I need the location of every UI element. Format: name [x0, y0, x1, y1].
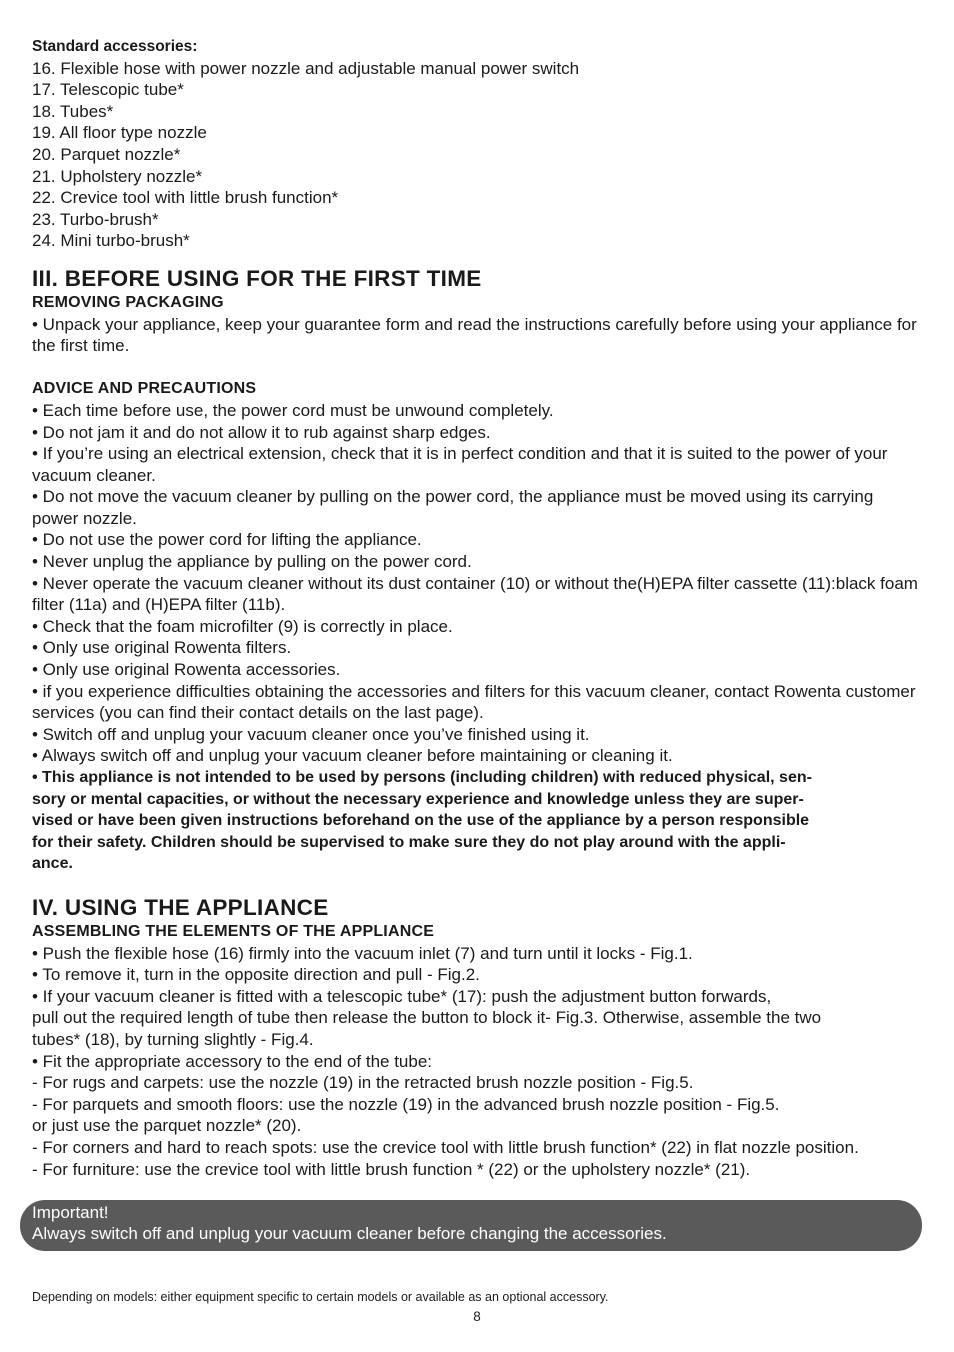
- section-title: IV. USING THE APPLIANCE: [32, 894, 329, 920]
- list-item: 20. Parquet nozzle*: [32, 144, 181, 164]
- list-item: • Do not use the power cord for lifting the appliance.: [32, 530, 422, 550]
- list-item: • Only use original Rowenta accessories.: [32, 660, 341, 680]
- important-text: Always switch off and unplug your vacuum cleaner before changing the accessories.: [32, 1223, 667, 1243]
- section-title: III. BEFORE USING FOR THE FIRST TIME: [32, 265, 482, 291]
- list-item: • If your vacuum cleaner is fitted with a telescopic tube* (17): push the adjustment button forwards,: [32, 986, 772, 1006]
- list-item: • Switch off and unplug your vacuum cleaner once you’ve finished using it.: [32, 724, 590, 744]
- list-item: • Only use original Rowenta filters.: [32, 638, 292, 658]
- warning-line: for their safety. Children should be supervised to make sure they do not play around with the appli-: [32, 833, 786, 851]
- list-item: tubes* (18), by turning slightly - Fig.4.: [32, 1029, 314, 1049]
- list-item: 23. Turbo-brush*: [32, 209, 159, 229]
- list-item: 17. Telescopic tube*: [32, 80, 184, 100]
- footnote: Depending on models: either equipment specific to certain models or available as an optional accessory.: [32, 1290, 609, 1304]
- list-item: • Each time before use, the power cord must be unwound completely.: [32, 400, 554, 420]
- list-item: - For parquets and smooth floors: use the nozzle (19) in the advanced brush nozzle position - Fig.5.: [32, 1094, 780, 1114]
- subsection-heading: REMOVING PACKAGING: [32, 293, 224, 311]
- accessories-heading: Standard accessories:: [32, 38, 198, 55]
- list-item: • Always switch off and unplug your vacuum cleaner before maintaining or cleaning it.: [32, 746, 673, 766]
- important-label: Important!: [32, 1203, 109, 1222]
- list-item: - For corners and hard to reach spots: use the crevice tool with little brush function* (22) in flat nozzle position.: [32, 1137, 859, 1157]
- accessories-list: [32, 58, 922, 252]
- list-item: • If you’re using an electrical extension, check that it is in perfect condition and that it is suited to the power of your vacuum cleaner.: [32, 444, 888, 485]
- list-item: • Fit the appropriate accessory to the end of the tube:: [32, 1051, 433, 1071]
- list-item: - For furniture: use the crevice tool with little brush function * (22) or the upholstery nozzle* (21).: [32, 1159, 751, 1179]
- page-content: [32, 36, 922, 1180]
- warning-line: sory or mental capacities, or without the necessary experience and knowledge unless they are super-: [32, 790, 804, 808]
- list-item: • Check that the foam microfilter (9) is correctly in place.: [32, 616, 453, 636]
- advice-list: [32, 400, 922, 767]
- list-item: • if you experience difficulties obtaining the accessories and filters for this vacuum cleaner, contact Rowenta customer services (you can find their contact details on the last page).: [32, 681, 916, 723]
- list-item: • Never unplug the appliance by pulling on the power cord.: [32, 552, 472, 572]
- list-item: • Push the flexible hose (16) firmly into the vacuum inlet (7) and turn until it locks - Fig.1.: [32, 943, 693, 963]
- paragraph: • Unpack your appliance, keep your guarantee form and read the instructions carefully before using your appliance for the first time.: [32, 314, 917, 356]
- list-item: or just use the parquet nozzle* (20).: [32, 1116, 302, 1136]
- warning-line: ance.: [32, 855, 73, 873]
- list-item: • Never operate the vacuum cleaner without its dust container (10) or without the(H)EPA filter cassette (11):black foam filter (11a) and (H)EPA filter (11b).: [32, 573, 918, 615]
- list-item: 19. All floor type nozzle: [32, 123, 207, 143]
- list-item: - For rugs and carpets: use the nozzle (19) in the retracted brush nozzle position - Fig.5.: [32, 1073, 694, 1093]
- list-item: • To remove it, turn in the opposite direction and pull - Fig.2.: [32, 965, 480, 985]
- subsection-heading: ASSEMBLING THE ELEMENTS OF THE APPLIANCE: [32, 922, 435, 940]
- list-item: • Do not move the vacuum cleaner by pulling on the power cord, the appliance must be moved using its carrying power nozzle.: [32, 487, 874, 528]
- subsection-heading: ADVICE AND PRECAUTIONS: [32, 380, 257, 398]
- list-item: 21. Upholstery nozzle*: [32, 166, 203, 186]
- warning-line: vised or have been given instructions beforehand on the use of the appliance by a person responsible: [32, 812, 810, 830]
- warning-line: • This appliance is not intended to be used by persons (including children) with reduced physical, sen-: [32, 769, 812, 786]
- list-item: 24. Mini turbo-brush*: [32, 231, 190, 251]
- list-item: 16. Flexible hose with power nozzle and adjustable manual power switch: [32, 58, 580, 78]
- list-item: pull out the required length of tube then release the button to block it- Fig.3. Otherwise, assemble the two: [32, 1008, 822, 1028]
- list-item: 22. Crevice tool with little brush function*: [32, 188, 339, 208]
- safety-warning: [32, 767, 922, 875]
- assembling-list: [32, 943, 922, 1181]
- important-notice: [20, 1200, 922, 1251]
- list-item: • Do not jam it and do not allow it to rub against sharp edges.: [32, 422, 491, 442]
- list-item: 18. Tubes*: [32, 101, 114, 121]
- page-number: 8: [473, 1309, 481, 1324]
